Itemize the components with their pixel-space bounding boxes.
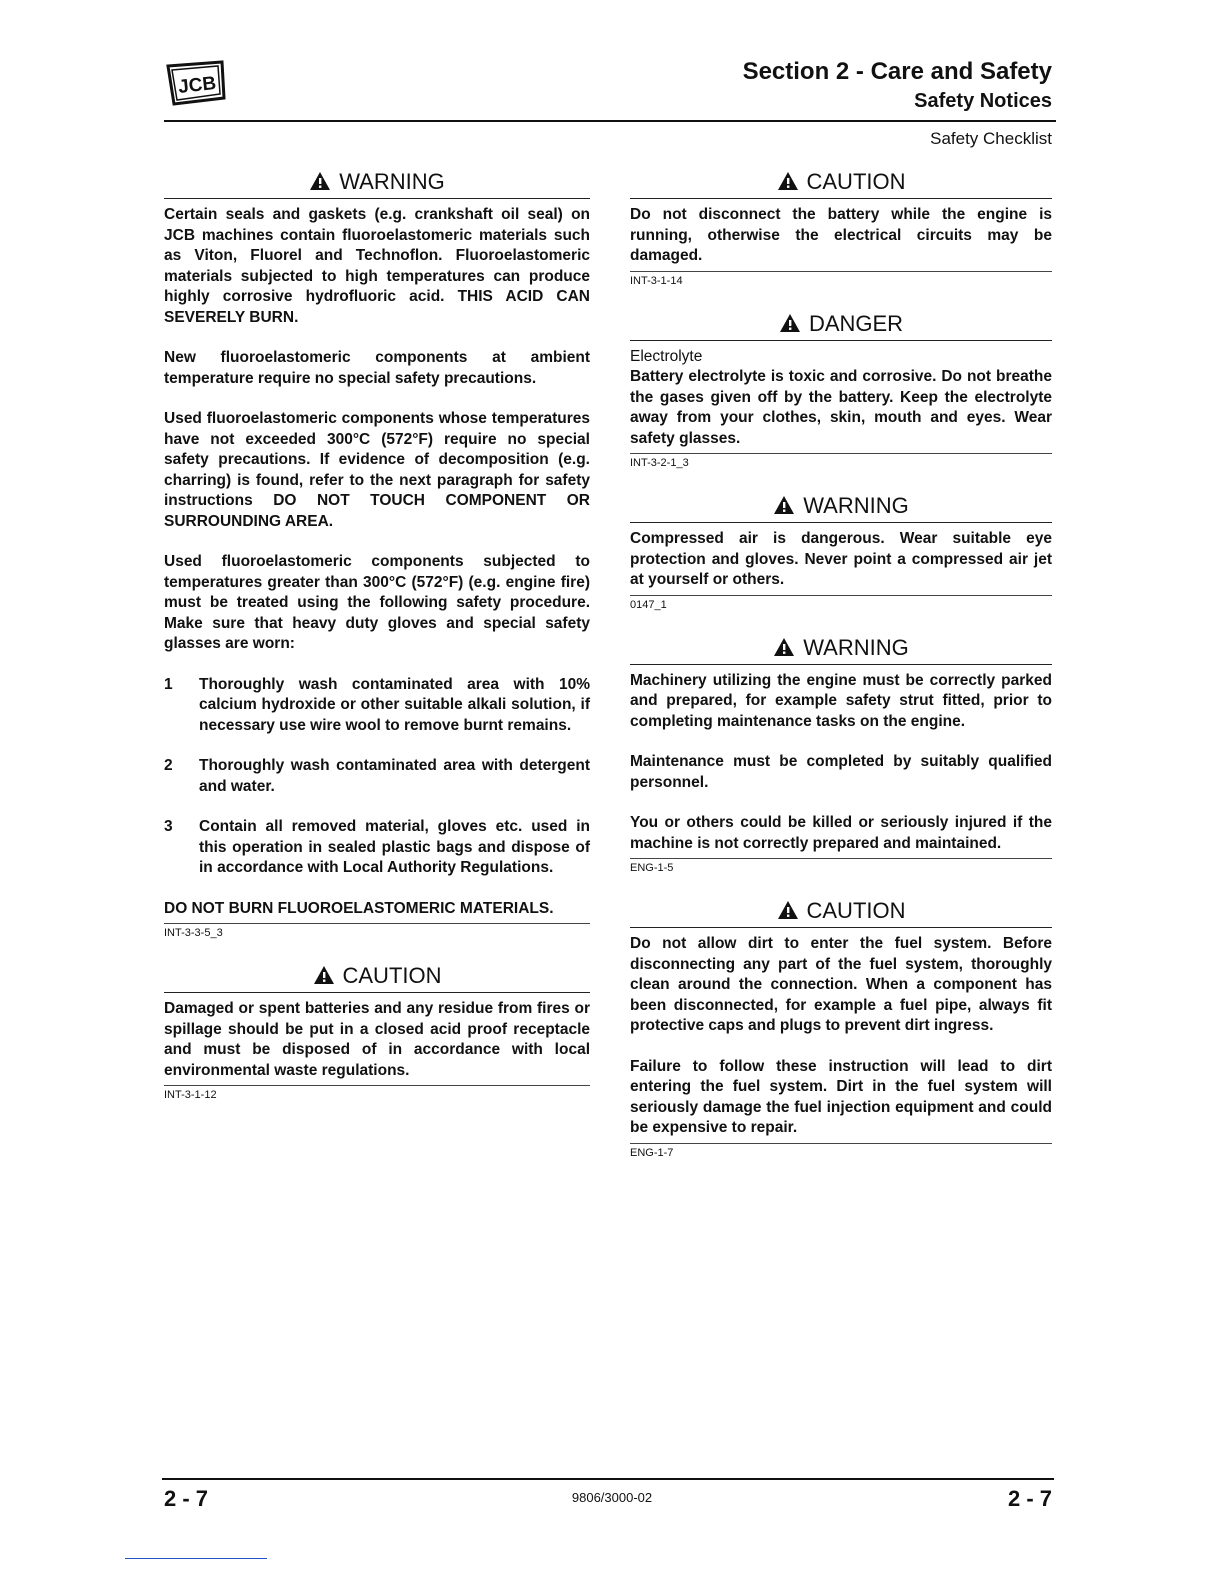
reference-code: ENG-1-7 bbox=[630, 1146, 674, 1159]
reference-code: INT-3-1-14 bbox=[630, 274, 683, 287]
footer-rule bbox=[162, 1478, 1054, 1480]
list-item: 3 Contain all removed material, gloves etc. used in this operation in sealed plastic bags and dispose of in accordance with Local Authority Regulations. bbox=[164, 818, 590, 876]
list-item: 2 Thoroughly wash contaminated area with detergent and water. bbox=[164, 757, 590, 795]
warning-fluoroelastomer bbox=[164, 168, 590, 940]
procedure-list bbox=[164, 675, 590, 879]
paragraph: Damaged or spent batteries and any residue from fires or spillage should be put in a closed acid proof receptacle and must be disposed of in accordance with local environmental waste regulations. bbox=[164, 1000, 590, 1079]
header-rule bbox=[164, 120, 1056, 122]
warning-triangle-icon bbox=[309, 171, 331, 191]
divider bbox=[164, 198, 590, 199]
reference-code: 0147_1 bbox=[630, 598, 667, 611]
notice-title: WARNING bbox=[630, 492, 1052, 520]
left-column bbox=[164, 168, 590, 1124]
final-statement: DO NOT BURN FLUOROELASTOMERIC MATERIALS. bbox=[164, 899, 554, 917]
reference-code: INT-3-1-12 bbox=[164, 1089, 217, 1101]
paragraph: Certain seals and gaskets (e.g. crankshaft oil seal) on JCB machines contain fluoroelastomeric materials such as Viton, Fluorel and Technoflon. Fluoroelastomeric materials subjected to high temperatures can produce highly corrosive hydrofluoric acid. THIS ACID CAN SEVERELY BURN. bbox=[164, 206, 590, 326]
warning-triangle-icon bbox=[313, 965, 335, 985]
divider bbox=[164, 992, 590, 993]
divider bbox=[630, 198, 1052, 199]
warning-triangle-icon bbox=[779, 313, 801, 333]
reference-code: ENG-1-5 bbox=[630, 862, 674, 874]
divider bbox=[630, 271, 1052, 272]
reference-code: INT-3-3-5_3 bbox=[164, 927, 223, 939]
document-number: 9806/3000-02 bbox=[571, 1490, 653, 1505]
danger-electrolyte bbox=[630, 310, 1052, 471]
notice-title: CAUTION bbox=[630, 168, 1052, 196]
list-item: 1 Thoroughly wash contaminated area with 10% calcium hydroxide or other suitable alkali solution, if necessary use wire wool to remove burnt remains. bbox=[164, 675, 590, 734]
paragraph: Used fluoroelastomeric components subjected to temperatures greater than 300°C (572°F) (e.g. engine fire) must be treated using the following safety procedure. Make sure that heavy duty gloves and special safety glasses are worn: bbox=[164, 553, 590, 652]
divider bbox=[630, 927, 1052, 928]
warning-triangle-icon bbox=[777, 171, 799, 191]
logo-text: JCB bbox=[177, 73, 218, 98]
paragraph: Do not allow dirt to enter the fuel system. Before disconnecting any part of the fuel system, thoroughly clean around the connection. When a component has been disconnected, for example a fuel pipe, always fit protective caps and plugs to prevent dirt ingress. bbox=[630, 935, 1052, 1034]
divider bbox=[630, 595, 1052, 596]
caution-fuel-system bbox=[630, 897, 1052, 1160]
right-column bbox=[630, 168, 1052, 1182]
notice-subtitle: Electrolyte bbox=[630, 347, 703, 365]
paragraph: Maintenance must be completed by suitably qualified personnel. bbox=[630, 753, 1052, 791]
page-number-right: 2 - 7 bbox=[1007, 1486, 1052, 1511]
notice-title: WARNING bbox=[630, 634, 1052, 662]
divider bbox=[630, 453, 1052, 454]
warning-triangle-icon bbox=[777, 900, 799, 920]
paragraph: You or others could be killed or seriously injured if the machine is not correctly prepared and maintained. bbox=[630, 814, 1052, 852]
subsection-title: Safety Notices bbox=[914, 90, 1052, 112]
warning-compressed-air bbox=[630, 492, 1052, 612]
divider bbox=[164, 923, 590, 924]
notice-title: DANGER bbox=[630, 310, 1052, 338]
notice-title: CAUTION bbox=[164, 962, 590, 990]
page-number-left: 2 - 7 bbox=[164, 1486, 209, 1511]
link-underline bbox=[125, 1558, 267, 1559]
caution-batteries bbox=[164, 962, 590, 1102]
page-topic: Safety Checklist bbox=[930, 129, 1052, 148]
warning-triangle-icon bbox=[773, 637, 795, 657]
paragraph: New fluoroelastomeric components at ambient temperature require no special safety precautions. bbox=[164, 349, 590, 387]
section-title: Section 2 - Care and Safety bbox=[742, 58, 1052, 85]
divider bbox=[630, 858, 1052, 859]
warning-machinery bbox=[630, 634, 1052, 876]
caution-battery-disconnect bbox=[630, 168, 1052, 288]
paragraph: Do not disconnect the battery while the engine is running, otherwise the electrical circuits may be damaged. bbox=[630, 206, 1052, 264]
warning-triangle-icon bbox=[773, 495, 795, 515]
paragraph: Failure to follow these instruction will lead to dirt entering the fuel system. Dirt in the fuel system will seriously damage the fuel injection equipment and could be expensive to repair. bbox=[630, 1057, 1052, 1136]
divider bbox=[630, 1143, 1052, 1144]
divider bbox=[164, 1085, 590, 1086]
reference-code: INT-3-2-1_3 bbox=[630, 457, 689, 469]
paragraph: Battery electrolyte is toxic and corrosive. Do not breathe the gases given off by the battery. Keep the electrolyte away from your clothes, skin, mouth and eyes. Wear safety glasses. bbox=[630, 368, 1052, 447]
jcb-logo bbox=[164, 58, 228, 108]
notice-title: WARNING bbox=[164, 168, 590, 196]
divider bbox=[630, 664, 1052, 665]
notice-title: CAUTION bbox=[630, 897, 1052, 925]
paragraph: Compressed air is dangerous. Wear suitable eye protection and gloves. Never point a compressed air jet at yourself or others. bbox=[630, 530, 1052, 588]
paragraph: Machinery utilizing the engine must be correctly parked and prepared, for example safety strut fitted, prior to completing maintenance tasks on the engine. bbox=[630, 671, 1052, 730]
paragraph: Used fluoroelastomeric components whose temperatures have not exceeded 300°C (572°F) require no special safety precautions. If evidence of decomposition (e.g. charring) is found, refer to the next paragraph for safety instructions DO NOT TOUCH COMPONENT OR SURROUNDING AREA. bbox=[164, 410, 590, 530]
divider bbox=[630, 340, 1052, 341]
divider bbox=[630, 522, 1052, 523]
